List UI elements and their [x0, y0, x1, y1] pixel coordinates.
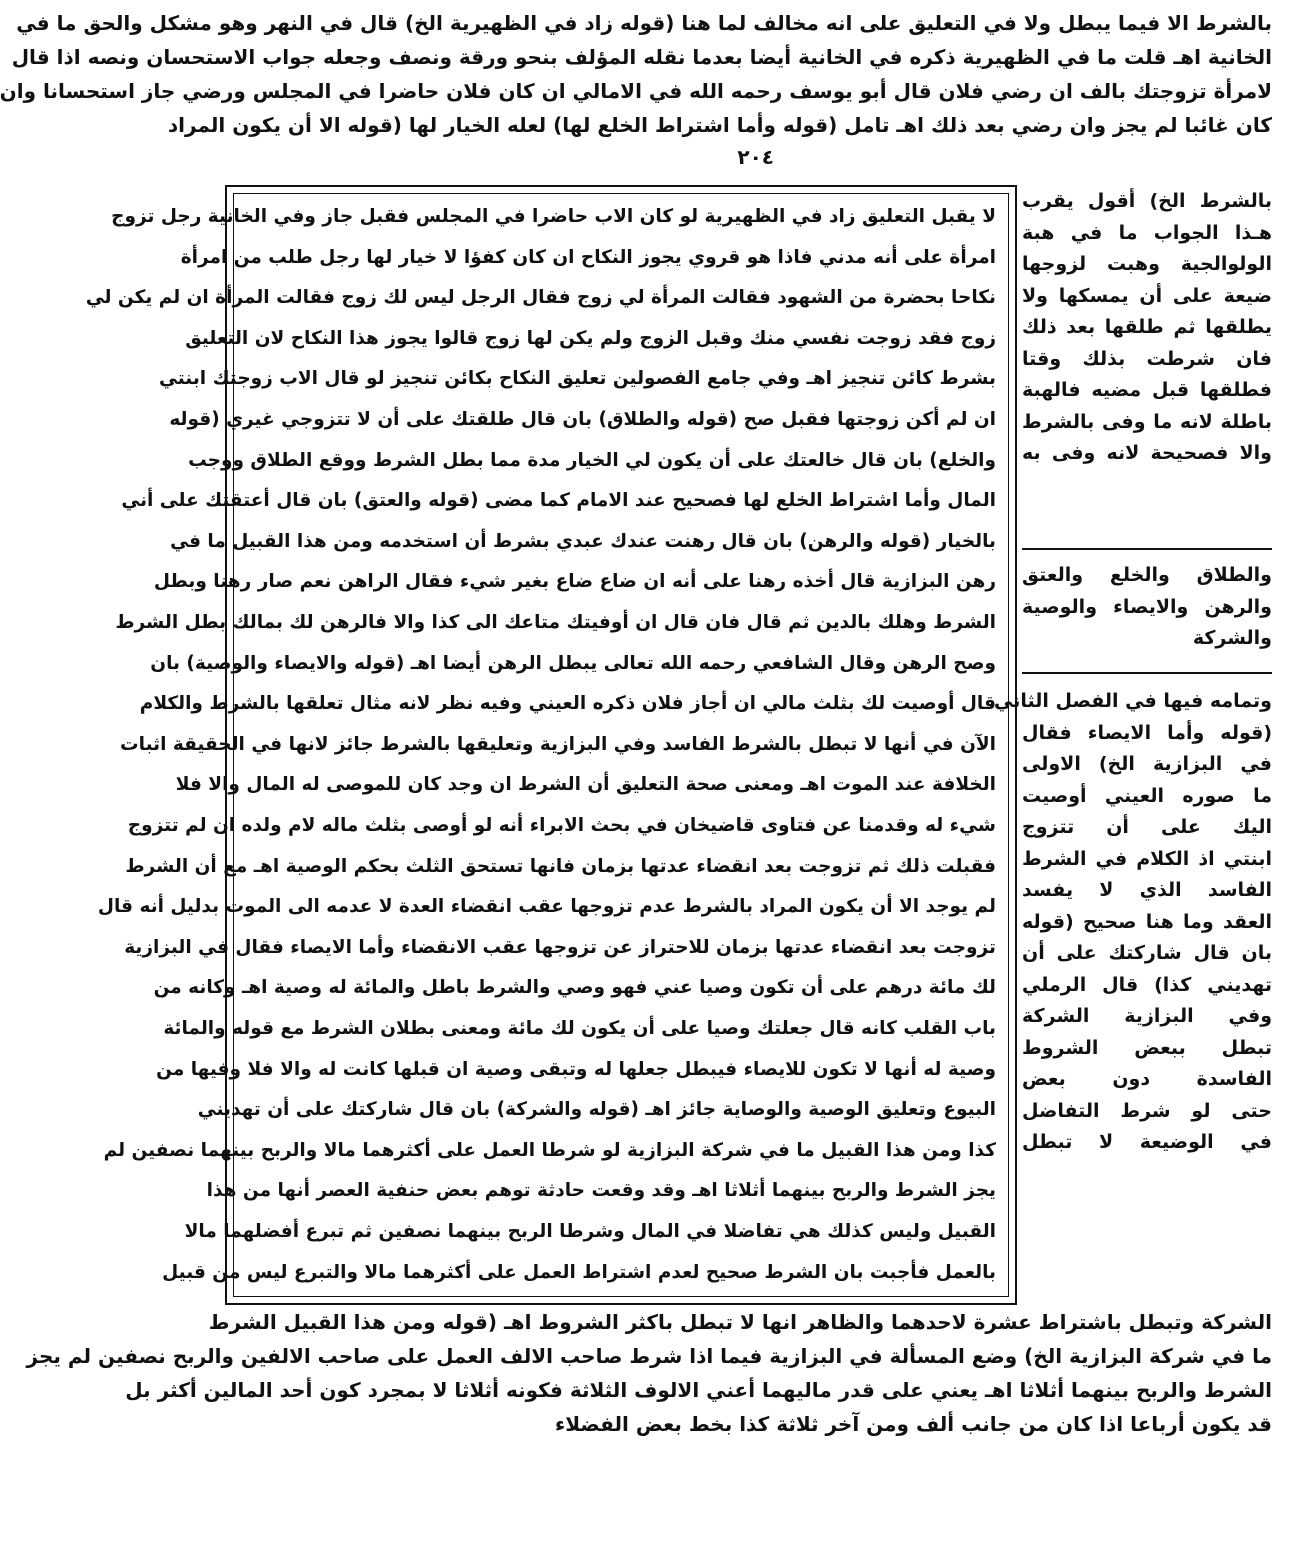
main-lines-line: لك مائة درهم على أن تكون وصيا عني فهو وصي والشرط باطل والمائة له وصية اهـ وكانه من — [153, 977, 996, 999]
main-lines-line: الشرط وهلك بالدين ثم قال فان قال ان أوفيتك متاعك الى كذا والا فالرهن لك بمالك بطل الشرط — [115, 612, 996, 633]
bottom-lines-line: ما في شركة البزازية الخ) وضع المسألة في البزازية فيما اذا شرط صاحب الالف العمل على صاحب الالفين والربح نصفين لم يجز — [26, 1344, 1272, 1368]
main-lines-line: وصية له أنها لا تكون للايصاء فيبطل جعلها له وتبقى وصية ان قبلها كانت له والا فلا وفيها من — [156, 1058, 996, 1080]
main-text-frame — [85, 185, 1017, 1305]
side-lines-1-line: بالشرط الخ) أقول يقرب — [1022, 190, 1272, 212]
side-lines-1-line: فطلقها قبل مضيه فالهبة — [1022, 379, 1272, 401]
main-lines-line: نكاحا بحضرة من الشهود فقالت المرأة لي زوج فقال الرجل ليس لك زوج فقالت المرأة ان لم يكن لي — [85, 287, 996, 309]
main-lines-line: باب القلب كانه قال جعلتك وصيا على أن يكون لك مائة ومعنى بطلان الشرط مع قوله والمائة — [163, 1018, 996, 1039]
side-lines-3-line: ما صوره العيني أوصيت — [1022, 784, 1272, 807]
main-lines-line: ان لم أكن زوجتها فقبل صح (قوله والطلاق) بان قال طلقتك على أن لا تتزوجي غيري (قوله — [169, 409, 996, 430]
main-lines-line: لم يوجد الا أن يكون المراد بالشرط عدم تزوجها عقب انقضاء العدة لا عدمه الى الموت بدليل أنه قال — [97, 896, 996, 918]
side-lines-3-line: الفاسد الذي لا يفسد — [1022, 879, 1272, 901]
main-lines-line: والخلع) بان قال خالعتك على أن يكون لي الخيار مدة مما بطل الشرط ووقع الطلاق ووجب — [188, 449, 996, 471]
main-lines-line: تزوجت بعد انقضاء عدتها بزمان للاحتراز عن تزوجها عقب الانقضاء وأما الايصاء فقال في البزازية — [124, 936, 996, 958]
main-lines-line: لا يقبل التعليق زاد في الظهيرية لو كان الاب حاضرا في المجلس فقبل جاز وفي الخانية رجل تزوج — [111, 206, 996, 227]
main-lines-line: الآن في أنها لا تبطل بالشرط الفاسد وفي البزازية وتعليقها بالشرط جائز لانها في الحقيقة اثبات — [120, 733, 996, 755]
side-lines-3-line: في البزازية الخ) الاولى — [1022, 753, 1272, 775]
main-lines-line: زوج فقد زوجت نفسي منك وقبل الزوج ولم يكن لها زوج قالوا يجوز هذا النكاح لان التعليق — [185, 327, 996, 349]
main-lines-line: الخلافة عند الموت اهـ ومعنى صحة التعليق أن الشرط ان وجد كان للموصى له المال والا فلا — [175, 774, 996, 796]
main-lines-line: امرأة على أنه مدني فاذا هو قروي يجوز النكاح ان كان كفؤا لا خيار لها رجل طلب من امرأة — [180, 246, 996, 268]
top-lines-line: بالشرط الا فيما يبطل ولا في التعليق على انه مخالف لما هنا (قوله زاد في الظهيرية الخ) قال في النهر وهو مشكل والحق ما في — [16, 11, 1272, 35]
side-lines-1-line: هـذا الجواب ما في هبة — [1022, 221, 1272, 244]
page-number: ٢٠٤ — [737, 145, 774, 169]
side-lines-3-line: اليك على أن تتزوج — [1022, 816, 1272, 838]
main-lines-line: قال أوصيت لك بثلث مالي ان أجاز فلان ذكره العيني وفيه نظر لانه مثال تعلقها بالشرط والكلام — [139, 693, 996, 715]
side-lines-3-line: (قوله وأما الايصاء فقال — [1022, 721, 1272, 744]
main-lines-line: البيوع وتعليق الوصية والوصاية جائز اهـ (قوله والشركة) بان قال شاركتك على أن تهديني — [197, 1099, 996, 1121]
side-lines-1-line: فان شرطت بذلك وقتا — [1022, 347, 1272, 370]
side-lines-2-line: والطلاق والخلع والعتق — [1022, 564, 1272, 586]
side-lines-1-line: ضيعة على أن يمسكها ولا — [1022, 284, 1272, 307]
side-lines-1-line: والا فصحيحة لانه وفى به — [1022, 442, 1272, 464]
side-lines-3-line: الفاسدة دون بعض — [1022, 1068, 1272, 1090]
main-lines-line: يجز الشرط والربح بينهما أثلاثا اهـ وقد وقعت حادثة توهم بعض حنفية العصر أنها من هذا — [206, 1180, 996, 1202]
side-lines-3-line: ابنتي اذ الكلام في الشرط — [1022, 847, 1272, 870]
main-lines-line: وصح الرهن وقال الشافعي رحمه الله تعالى يبطل الرهن أيضا اهـ (قوله والايصاء والوصية) بان — [150, 652, 996, 674]
side-lines-3-line: وتمامه فيها في الفصل الثاني — [994, 690, 1272, 712]
side-lines-2-line: والشركة — [1192, 627, 1272, 649]
side-lines-3-line: العقد وما هنا صحيح (قوله — [1022, 910, 1272, 933]
margin-separator — [1022, 672, 1272, 674]
bottom-lines-line: الشركة وتبطل باشتراط عشرة لاحدهما والظاهر انها لا تبطل باكثر الشروط اهـ (قوله ومن هذا القبيل الشرط — [208, 1310, 1272, 1334]
margin-separator — [1022, 548, 1272, 550]
side-lines-2-line: والرهن والايصاء والوصية — [1022, 595, 1272, 618]
main-lines-line: القبيل وليس كذلك هي تفاضلا في المال وشرطا الربح بينهما نصفين ثم تبرع أفضلهما مالا — [184, 1221, 996, 1242]
side-lines-3-line: حتى لو شرط التفاضل — [1022, 1099, 1272, 1122]
bottom-lines-line: الشرط والربح بينهما أثلاثا اهـ يعني على قدر ماليهما أعني الالوف الثلاثة فكونه أثلاثا لا بمجرد كون أحد المالين أكثر بل — [125, 1378, 1272, 1402]
main-lines-line: رهن البزازية قال أخذه رهنا على أنه ان ضاع ضاع بغير شيء فقال الراهن نعم صار رهنا وبطل — [153, 571, 996, 593]
top-lines-line: كان غائبا لم يجز وان رضي بعد ذلك اهـ تامل (قوله وأما اشتراط الخلع لها) لعله الخيار لها (قوله الا أن يكون المراد — [167, 113, 1272, 137]
top-lines-line: الخانية اهـ قلت ما في الظهيرية ذكره في الخانية أيضا بعدما نقله المؤلف بنحو ورقة ونصف وجعله جواب الاستحسان ونصه اذا قال — [11, 45, 1272, 69]
side-lines-3-line: بان قال شاركتك على أن — [1022, 942, 1272, 964]
side-lines-3-line: في الوضيعة لا تبطل — [1022, 1131, 1272, 1153]
side-lines-1-line: الولوالجية وهبت لزوجها — [1022, 253, 1272, 275]
main-lines-line: بالعمل فأجبت بان الشرط صحيح لعدم اشتراط العمل على أكثرهما مالا والتبرع ليس من قبيل — [162, 1261, 996, 1283]
main-lines-line: بالخيار (قوله والرهن) بان قال رهنت عندك عبدي بشرط أن استخدمه ومن هذا القبيل ما في — [170, 530, 996, 552]
main-lines-line: بشرط كائن تنجيز اهـ وفي جامع الفصولين تعليق النكاح بكائن تنجيز لو قال الاب زوجتك ابنتي — [159, 368, 996, 390]
side-lines-3-line: تهديني كذا) قال الرملي — [1022, 973, 1272, 996]
side-lines-1-line: يطلقها ثم طلقها بعد ذلك — [1022, 316, 1272, 338]
main-lines-line: المال وأما اشتراط الخلع لها فصحيح عند الامام كما مضى (قوله والعتق) بان قال أعتقتك على أني — [121, 490, 996, 512]
bottom-lines-line: قد يكون أرباعا اذا كان من جانب ألف ومن آخر ثلاثة كذا بخط بعض الفضلاء — [555, 1412, 1272, 1436]
top-lines-line: لامرأة تزوجتك بالف ان رضي فلان قال أبو يوسف رحمه الله في الامالي ان كان فلان حاضرا في المجلس ورضي جاز استحسانا وان — [0, 79, 1272, 103]
side-lines-1-line: باطلة لانه ما وفى بالشرط — [1022, 410, 1272, 433]
side-lines-3-line: تبطل ببعض الشروط — [1022, 1036, 1272, 1059]
main-lines-line: كذا ومن هذا القبيل ما في شركة البزازية لو شرطا العمل على أكثرهما مالا والربح بينهما نصفين لم — [103, 1139, 996, 1161]
main-lines-line: شيء له وقدمنا عن فتاوى قاضيخان في بحث الابراء أنه لو أوصى بثلث ماله لام ولده ان لم تتزوج — [127, 815, 996, 836]
side-lines-3-line: وفي البزازية الشركة — [1022, 1005, 1272, 1027]
main-lines-line: فقبلت ذلك ثم تزوجت بعد انقضاء عدتها بزمان فانها تستحق الثلث بحكم الوصية اهـ مع أن الشرط — [125, 855, 996, 877]
main-text-inner-frame — [85, 193, 1009, 1297]
